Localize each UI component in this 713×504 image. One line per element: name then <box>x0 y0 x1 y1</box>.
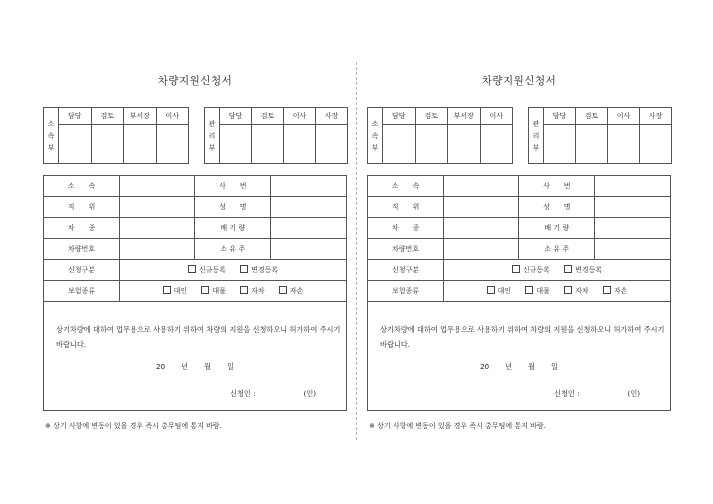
signature-label: 신청인 : <box>554 389 580 398</box>
approval-header: 부서장 <box>124 108 157 125</box>
vehicle-type-label: 차 종 <box>44 218 120 239</box>
option-own-vehicle[interactable]: 자차 <box>240 287 265 295</box>
company-id-input[interactable] <box>271 176 346 197</box>
company-id-input[interactable] <box>595 176 670 197</box>
application-date <box>44 362 346 372</box>
approval-sign-cell[interactable] <box>316 125 348 164</box>
approval-sign-cell[interactable] <box>124 125 157 164</box>
affiliation-label: 소 속 <box>368 176 444 197</box>
approval-sign-cell[interactable] <box>608 125 640 164</box>
date-year: 년 <box>181 362 189 371</box>
approval-header: 이사 <box>284 108 316 125</box>
insurance-type-options <box>444 281 671 302</box>
application-type-options <box>120 260 347 281</box>
date-month: 월 <box>204 362 212 371</box>
name-label: 성 명 <box>195 197 271 218</box>
approval-header: 사장 <box>316 108 348 125</box>
approval-side-label: 소 속 부 <box>44 108 59 164</box>
form-title: 차량지원신청서 <box>157 75 233 87</box>
approval-sign-cell[interactable] <box>544 125 576 164</box>
approval-header: 담당 <box>383 108 416 125</box>
company-id-label: 사 번 <box>195 176 271 197</box>
vehicle-type-label: 차 종 <box>368 218 444 239</box>
position-input[interactable] <box>120 197 195 218</box>
approval-box-admin <box>528 107 672 164</box>
option-bodily-injury[interactable]: 대인 <box>163 287 188 295</box>
application-type-label: 신청구분 <box>44 260 120 281</box>
plate-number-input[interactable] <box>444 239 519 260</box>
approval-side-label: 소 속 부 <box>368 108 383 164</box>
application-main-box <box>367 175 671 411</box>
option-change-registration[interactable]: 변경등록 <box>240 266 278 274</box>
checkbox-icon[interactable] <box>564 265 572 273</box>
approval-sign-cell[interactable] <box>252 125 284 164</box>
checkbox-icon[interactable] <box>188 265 196 273</box>
name-input[interactable] <box>595 197 670 218</box>
option-self-injury[interactable]: 자손 <box>279 287 304 295</box>
option-property-damage[interactable]: 대물 <box>201 287 226 295</box>
checkbox-icon[interactable] <box>525 286 533 294</box>
approval-box-department <box>367 107 513 164</box>
approval-header: 검토 <box>91 108 124 125</box>
date-year-prefix: 20 <box>479 362 490 371</box>
company-id-label: 사 번 <box>519 176 595 197</box>
date-year-prefix: 20 <box>155 362 166 371</box>
application-fields-table <box>44 176 346 302</box>
seal-mark: (인) <box>303 389 317 398</box>
owner-input[interactable] <box>271 239 346 260</box>
option-own-vehicle[interactable]: 자차 <box>564 287 589 295</box>
checkbox-icon[interactable] <box>240 286 248 294</box>
approval-sign-cell[interactable] <box>640 125 672 164</box>
approval-sign-cell[interactable] <box>91 125 124 164</box>
checkbox-icon[interactable] <box>487 286 495 294</box>
signature-line <box>230 389 316 399</box>
approval-header: 검토 <box>576 108 608 125</box>
form-title: 차량지원신청서 <box>481 75 557 87</box>
checkbox-icon[interactable] <box>512 265 520 273</box>
owner-input[interactable] <box>595 239 670 260</box>
checkbox-icon[interactable] <box>201 286 209 294</box>
plate-number-label: 차량번호 <box>44 239 120 260</box>
plate-number-label: 차량번호 <box>368 239 444 260</box>
insurance-type-label: 보험종류 <box>368 281 444 302</box>
displacement-label: 배 기 량 <box>519 218 595 239</box>
name-label: 성 명 <box>519 197 595 218</box>
approval-side-label: 관 리 부 <box>205 108 220 164</box>
approval-header: 부서장 <box>448 108 481 125</box>
affiliation-input[interactable] <box>444 176 519 197</box>
request-statement: 상기차량에 대하여 업무용으로 사용하기 위하여 차량의 지원을 신청하오니 허가하여 주시기 바랍니다. <box>380 325 665 349</box>
approval-header: 이사 <box>156 108 189 125</box>
option-new-registration[interactable]: 신규등록 <box>188 266 226 274</box>
request-statement: 상기차량에 대하여 업무용으로 사용하기 위하여 차량의 지원을 신청하오니 허가하여 주시기 바랍니다. <box>56 325 341 349</box>
approval-sign-cell[interactable] <box>576 125 608 164</box>
approval-header: 담당 <box>220 108 252 125</box>
vehicle-type-input[interactable] <box>120 218 195 239</box>
option-self-injury[interactable]: 자손 <box>603 287 628 295</box>
owner-label: 소 유 주 <box>519 239 595 260</box>
approval-header: 검토 <box>252 108 284 125</box>
application-type-options <box>444 260 671 281</box>
insurance-type-label: 보험종류 <box>44 281 120 302</box>
approval-sign-cell[interactable] <box>383 125 416 164</box>
footer-note: ※ 상기 사항에 변동이 있을 경우 즉시 총무팀에 통지 바람. <box>369 422 546 430</box>
approval-header: 이사 <box>608 108 640 125</box>
checkbox-icon[interactable] <box>279 286 287 294</box>
name-input[interactable] <box>271 197 346 218</box>
position-label: 직 위 <box>368 197 444 218</box>
vehicle-support-form-right <box>367 0 677 504</box>
approval-sign-cell[interactable] <box>156 125 189 164</box>
application-type-label: 신청구분 <box>368 260 444 281</box>
displacement-input[interactable] <box>595 218 670 239</box>
owner-label: 소 유 주 <box>195 239 271 260</box>
application-fields-table <box>368 176 670 302</box>
application-date <box>368 362 670 372</box>
displacement-label: 배 기 량 <box>195 218 271 239</box>
signature-line <box>554 389 640 399</box>
footer-note: ※ 상기 사항에 변동이 있을 경우 즉시 총무팀에 통지 바람. <box>45 422 222 430</box>
approval-sign-cell[interactable] <box>448 125 481 164</box>
displacement-input[interactable] <box>271 218 346 239</box>
vehicle-support-form-left <box>43 0 353 504</box>
approval-header: 검토 <box>415 108 448 125</box>
vehicle-type-input[interactable] <box>444 218 519 239</box>
approval-sign-cell[interactable] <box>220 125 252 164</box>
checkbox-icon[interactable] <box>163 286 171 294</box>
affiliation-label: 소 속 <box>44 176 120 197</box>
approval-box-admin <box>204 107 348 164</box>
date-day: 일 <box>227 362 234 371</box>
approval-header: 담당 <box>544 108 576 125</box>
approval-sign-cell[interactable] <box>59 125 92 164</box>
checkbox-icon[interactable] <box>603 286 611 294</box>
option-change-registration[interactable]: 변경등록 <box>564 266 602 274</box>
approval-sign-cell[interactable] <box>284 125 316 164</box>
approval-header: 이사 <box>480 108 513 125</box>
seal-mark: (인) <box>627 389 641 398</box>
date-year: 년 <box>505 362 513 371</box>
approval-side-label: 관 리 부 <box>529 108 544 164</box>
signature-label: 신청인 : <box>230 389 256 398</box>
plate-number-input[interactable] <box>120 239 195 260</box>
option-bodily-injury[interactable]: 대인 <box>487 287 512 295</box>
option-property-damage[interactable]: 대물 <box>525 287 550 295</box>
date-month: 월 <box>528 362 536 371</box>
position-label: 직 위 <box>44 197 120 218</box>
date-day: 일 <box>551 362 558 371</box>
checkbox-icon[interactable] <box>240 265 248 273</box>
position-input[interactable] <box>444 197 519 218</box>
approval-header: 담당 <box>59 108 92 125</box>
approval-sign-cell[interactable] <box>415 125 448 164</box>
approval-header: 사장 <box>640 108 672 125</box>
application-main-box <box>43 175 347 411</box>
approval-sign-cell[interactable] <box>480 125 513 164</box>
approval-box-department <box>43 107 189 164</box>
page-divider <box>356 62 357 440</box>
affiliation-input[interactable] <box>120 176 195 197</box>
insurance-type-options <box>120 281 347 302</box>
checkbox-icon[interactable] <box>564 286 572 294</box>
option-new-registration[interactable]: 신규등록 <box>512 266 550 274</box>
